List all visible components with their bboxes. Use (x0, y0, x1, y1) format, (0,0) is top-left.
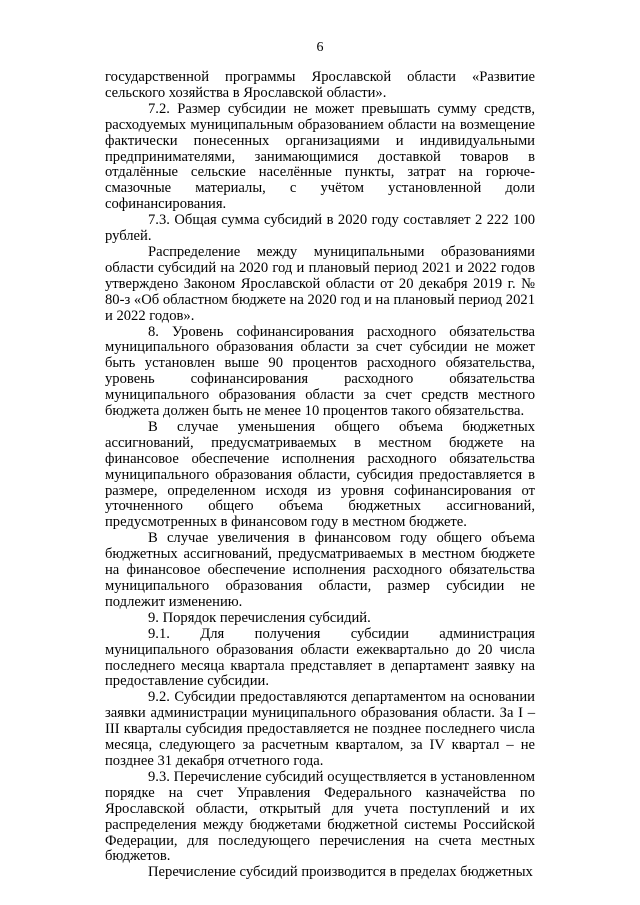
page-number: 6 (316, 40, 324, 55)
paragraph: 9.3. Перечисление субсидий осуществляется в установленном порядке на счет Управления Федерального казначейства по Ярославской области, открытый для учета поступлений и их распределения между бюджетами бюджетной системы Российской Федерации, для последующего перечисления на счета местных бюджетов. (105, 768, 535, 865)
paragraph: 9. Порядок перечисления субсидий. (148, 609, 371, 626)
paragraph: В случае увеличения в финансовом году общего объема бюджетных ассигнований, предусматриваемых в местном бюджете на финансовое обеспечение исполнения расходного обязательства муниципального образования области, размер субсидии не подлежит изменению. (105, 530, 535, 610)
paragraph: 8. Уровень софинансирования расходного обязательства муниципального образования области за счет субсидии не может быть установлен выше 90 процентов расходного обязательства, уровень софинансирования расходного обязательства муниципального образования области за счет средств местного бюджета должен быть не менее 10 процентов такого обязательства. (105, 323, 535, 420)
paragraph: Распределение между муниципальными образованиями области субсидий на 2020 год и плановый период 2021 и 2022 годов утверждено Законом Ярославской области от 20 декабря 2019 г. № 80-з «Об областном бюджете на 2020 год и на плановый период 2021 и 2022 годов». (105, 243, 535, 324)
paragraph: 7.3. Общая сумма субсидий в 2020 году составляет 2 222 100 рублей. (105, 212, 535, 245)
paragraph: 9.1. Для получения субсидии администрация муниципального образования области ежеквартально до 20 числа последнего месяца квартала представляет в департамент заявку на предоставление субсидии. (105, 625, 535, 690)
paragraph: 7.2. Размер субсидии не может превышать сумму средств, расходуемых муниципальным образованием области на возмещение фактически понесенных организациями и индивидуальными предпринимателями, занимающимися доставкой товаров в отдалённые сельские населённые пункты, затрат на горюче-смазочные материалы, с учётом установленной доли софинансирования. (105, 100, 535, 213)
paragraph: В случае уменьшения общего объема бюджетных ассигнований, предусматриваемых в местном бюджете на финансовое обеспечение исполнения расходного обязательства муниципального образования области, субсидия предоставляется в размере, определенном исходя из уровня софинансирования от уточненного общего объема бюджетных ассигнований, предусмотренных в финансовом году в местном бюджете. (105, 418, 535, 531)
document-body (105, 70, 535, 881)
paragraph: 9.2. Субсидии предоставляются департаментом на основании заявки администрации муниципального образования области. За I – III кварталы субсидия предоставляется не позднее последнего числа месяца, следующего за расчетным кварталом, за IV квартал – не позднее 31 декабря отчетного года. (105, 689, 535, 769)
paragraph: Перечисление субсидий производится в пределах бюджетных (148, 864, 533, 881)
paragraph: государственной программы Ярославской области «Развитие сельского хозяйства в Ярославской области». (105, 69, 535, 101)
